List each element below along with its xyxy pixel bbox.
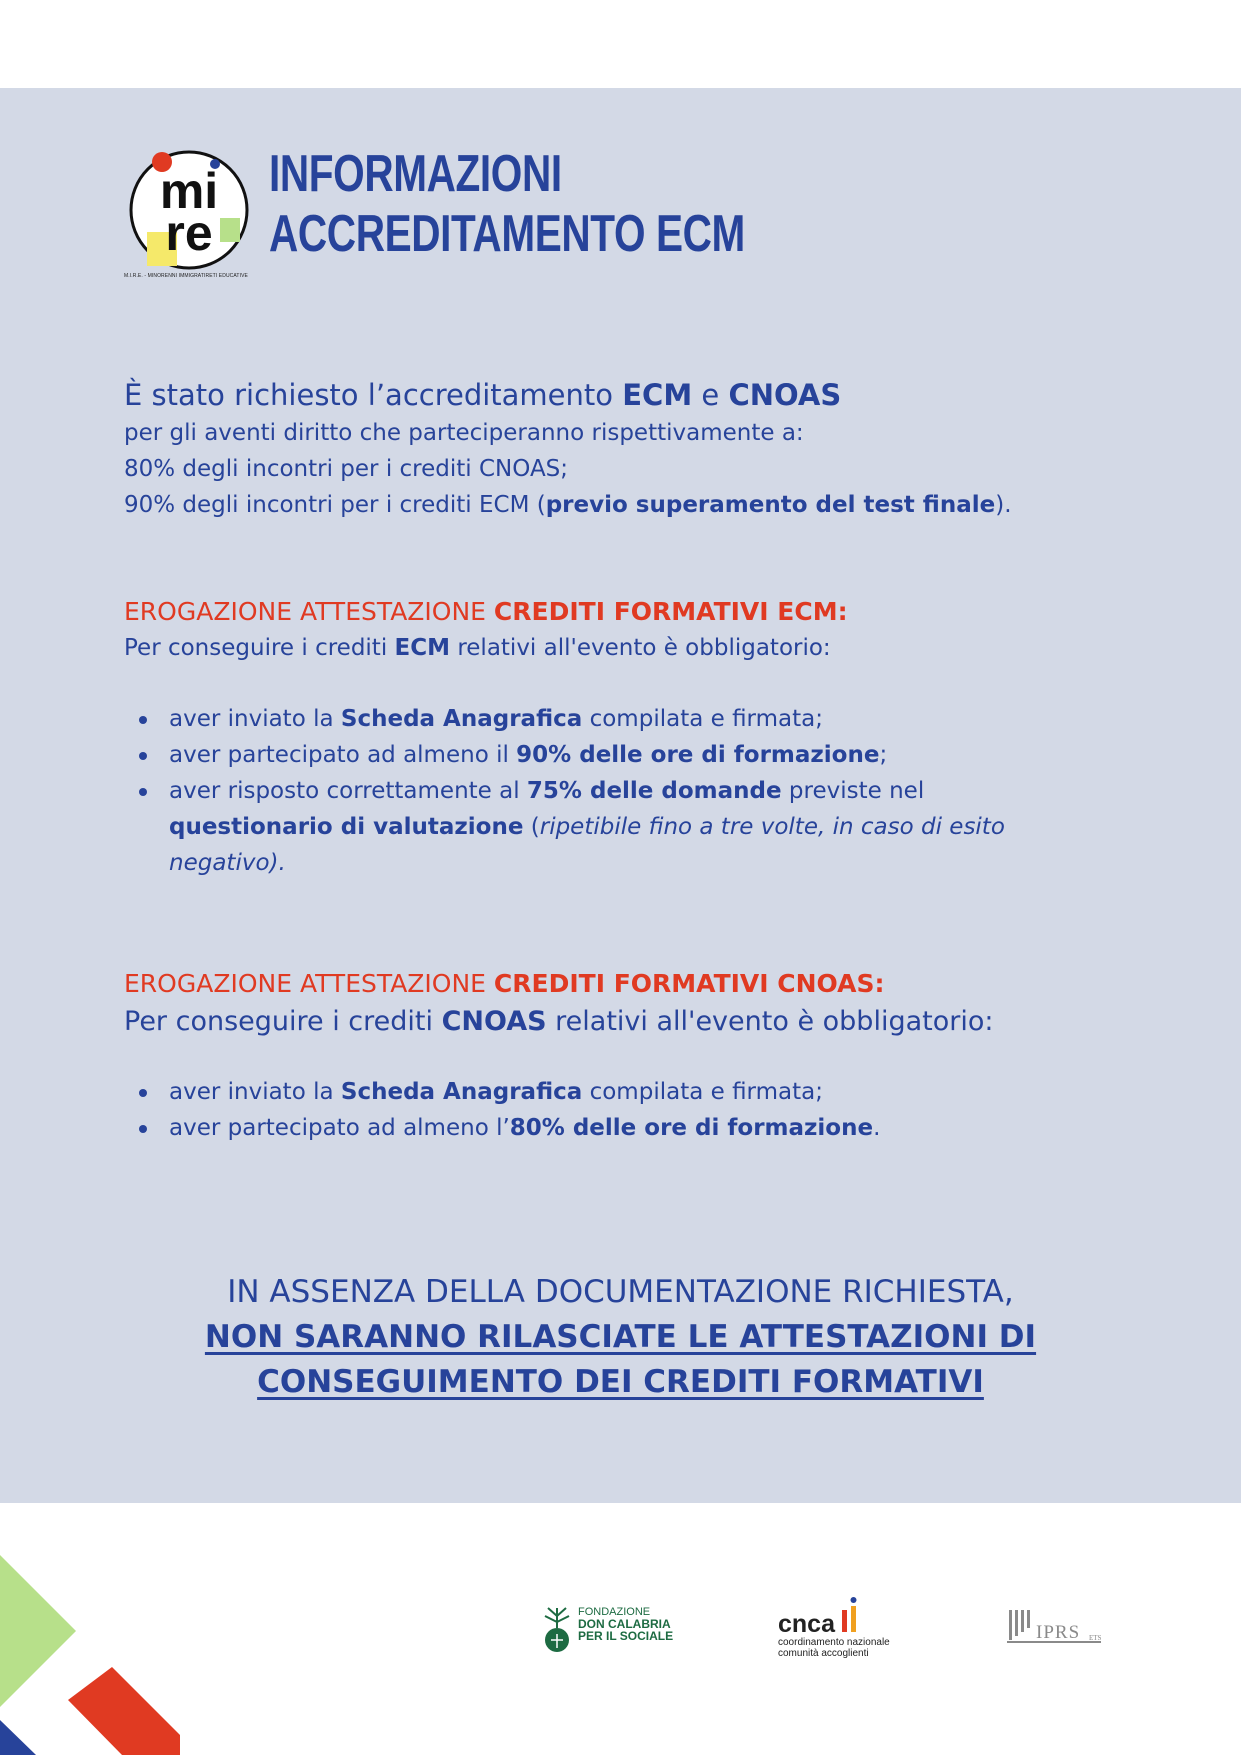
cnoas-heading-text: EROGAZIONE ATTESTAZIONE <box>124 969 494 998</box>
list-item <box>124 1074 1124 1110</box>
cnoas-heading <box>124 966 1124 1002</box>
intro-line-3-end: ). <box>995 492 1012 518</box>
partner-fondazione <box>540 1604 675 1656</box>
intro-lead <box>124 375 1124 415</box>
ecm-intro <box>124 630 1124 666</box>
ecm-item-1-bold: Scheda Anagrafica <box>340 706 583 732</box>
page-title <box>269 144 745 264</box>
cnoas-requirements-list <box>124 1074 1124 1146</box>
cnoas-item-2-text: aver partecipato ad almeno l’ <box>169 1115 510 1141</box>
title-line-1: INFORMAZIONI <box>269 145 562 203</box>
cnoas-item-1-text: aver inviato la <box>169 1079 341 1105</box>
title-line-2: ACCREDITAMENTO ECM <box>269 205 745 263</box>
partner-cnca <box>778 1592 913 1658</box>
closing-line-3: CONSEGUIMENTO DEI CREDITI FORMATIVI <box>257 1364 984 1400</box>
cnoas-item-1-end: compilata e firmata; <box>582 1079 823 1105</box>
ecm-item-2-end: ; <box>879 742 888 768</box>
closing-line-1: IN ASSENZA DELLA DOCUMENTAZIONE RICHIESTA, <box>227 1274 1014 1310</box>
cnca-mark-icon <box>840 1596 860 1636</box>
fondazione-text <box>578 1606 673 1642</box>
ecm-heading <box>124 594 1124 630</box>
list-item <box>124 773 1069 881</box>
ecm-heading-text: EROGAZIONE ATTESTAZIONE <box>124 597 494 626</box>
cnoas-item-2-end: . <box>873 1115 881 1141</box>
ecm-intro-text: Per conseguire i crediti <box>124 635 395 661</box>
ecm-item-2-bold: 90% delle ore di formazione <box>516 742 880 768</box>
partner-iprs <box>1005 1604 1105 1656</box>
ecm-requirements-list <box>124 701 1124 881</box>
ecm-intro-bold: ECM <box>394 635 451 661</box>
corner-decoration <box>0 1545 180 1755</box>
cnoas-item-2-bold: 80% delle ore di formazione <box>509 1115 874 1141</box>
iprs-name: IPRS <box>1036 1622 1081 1643</box>
logo-text-re: re <box>165 205 213 261</box>
logo-caption: M.I.R.E. - MINORENNI IMMIGRATIRETI EDUCATIVE <box>124 273 248 279</box>
ecm-item-3-italic: ripetibile fino a tre volte, in caso di esito negativo). <box>169 814 1005 876</box>
ecm-item-1-end: compilata e firmata; <box>582 706 823 732</box>
fondazione-line-1: FONDAZIONE <box>578 1606 651 1618</box>
intro-line-3-text: 90% degli incontri per i crediti ECM ( <box>124 492 546 518</box>
cnca-subtitle <box>778 1637 890 1659</box>
fondazione-line-3: PER IL SOCIALE <box>578 1629 674 1643</box>
cnca-sub-2: comunità accoglienti <box>778 1648 869 1659</box>
closing-line-2: NON SARANNO RILASCIATE LE ATTESTAZIONI DI <box>204 1319 1037 1355</box>
tree-icon <box>540 1604 574 1654</box>
mire-logo <box>125 148 255 282</box>
ecm-intro-end: relativi all'evento è obbligatorio: <box>450 635 831 661</box>
cnca-name: cnca <box>778 1610 835 1638</box>
list-item <box>124 737 1124 773</box>
intro-line-1: per gli aventi diritto che parteciperanno rispettivamente a: <box>124 420 804 446</box>
ecm-item-3-bold-2: questionario di valutazione <box>169 814 524 840</box>
cnoas-intro-bold: CNOAS <box>441 1006 547 1037</box>
cnoas-intro-text: Per conseguire i crediti <box>124 1006 442 1037</box>
intro-lead-ecm: ECM <box>622 378 693 412</box>
intro-line-2: 80% degli incontri per i crediti CNOAS; <box>124 456 569 482</box>
mire-logo-icon <box>125 148 255 282</box>
ecm-item-2-text: aver partecipato ad almeno il <box>169 742 517 768</box>
ecm-item-3-text: aver risposto correttamente al <box>169 778 527 804</box>
list-item <box>124 1110 1124 1146</box>
logo-text-mi: mi <box>159 163 219 219</box>
ecm-section <box>124 594 1124 881</box>
ecm-item-3-bold-1: 75% delle domande <box>526 778 782 804</box>
closing-notice <box>0 1270 1241 1405</box>
intro-lead-text: È stato richiesto l’accreditamento <box>124 378 623 412</box>
intro-lead-and: e <box>692 378 729 412</box>
cnoas-intro <box>124 1002 1124 1042</box>
list-item <box>124 701 1124 737</box>
cnoas-section <box>124 966 1124 1146</box>
intro-section <box>124 375 1124 523</box>
cnoas-intro-end: relativi all'evento è obbligatorio: <box>546 1006 994 1037</box>
ecm-item-1-text: aver inviato la <box>169 706 341 732</box>
intro-line-3 <box>124 487 1124 523</box>
fondazione-line-2: DON CALABRIA <box>578 1617 671 1631</box>
ecm-item-3-paren: ( <box>523 814 540 840</box>
ecm-heading-bold: CREDITI FORMATIVI ECM: <box>493 597 848 626</box>
intro-line-3-bold: previo superamento del test finale <box>545 492 996 518</box>
cnca-sub-1: coordinamento nazionale <box>778 1637 890 1648</box>
cnoas-heading-bold: CREDITI FORMATIVI CNOAS: <box>493 969 885 998</box>
iprs-suffix: ETS <box>1089 1634 1102 1642</box>
intro-lead-cnoas: CNOAS <box>728 378 842 412</box>
cnoas-item-1-bold: Scheda Anagrafica <box>340 1079 583 1105</box>
ecm-item-3-mid: previste nel <box>781 778 925 804</box>
